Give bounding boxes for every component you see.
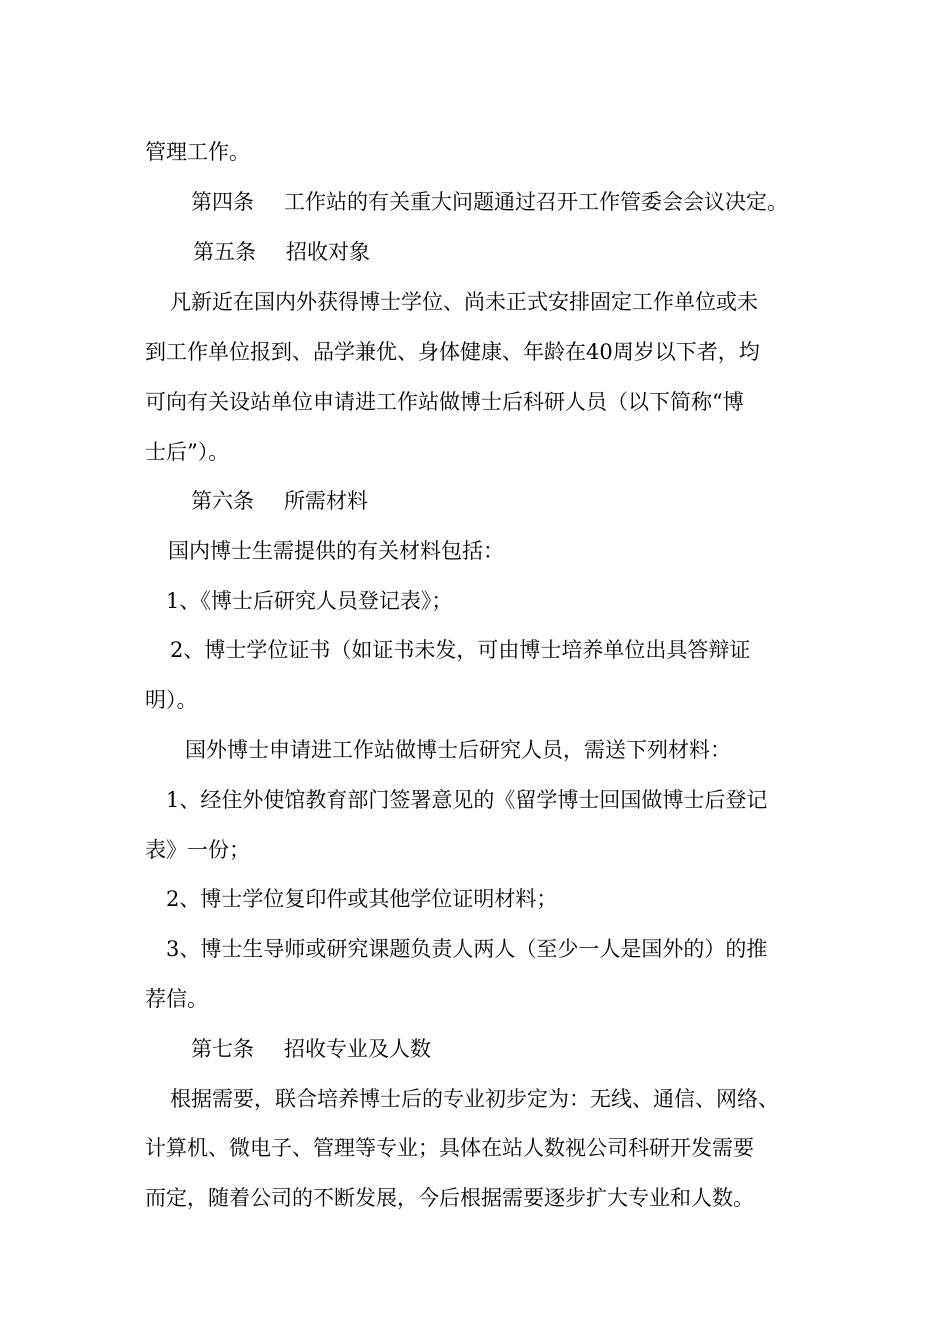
article-5-label: 第五条 xyxy=(193,240,256,264)
domestic-item-2-line: 明）。 xyxy=(145,688,198,712)
foreign-intro: 国外博士申请进工作站做博士后研究人员，需送下列材料： xyxy=(185,738,731,762)
article-6-heading xyxy=(191,487,368,515)
article-7-title: 招收专业及人数 xyxy=(284,1037,431,1061)
foreign-item-1-line: 1、经住外使馆教育部门签署意见的《留学博士回国做博士后登记 xyxy=(166,788,768,812)
article-4 xyxy=(191,188,788,216)
foreign-item-1-line: 表》一份； xyxy=(145,838,250,862)
article-4-label: 第四条 xyxy=(191,190,254,214)
domestic-item-2-line: 2、博士学位证书（如证书未发，可由博士培养单位出具答辩证 xyxy=(170,638,751,662)
domestic-intro: 国内博士生需提供的有关材料包括： xyxy=(168,539,504,563)
recruit-text-line: 到工作单位报到、品学兼优、身体健康、年龄在40周岁以下者，均 xyxy=(145,340,760,364)
foreign-item-2: 2、博士学位复印件或其他学位证明材料； xyxy=(166,887,558,911)
continuation-text: 管理工作。 xyxy=(145,140,250,164)
article-7-heading xyxy=(191,1035,431,1063)
domestic-item-1: 1、《博士后研究人员登记表》； xyxy=(166,589,453,613)
article-7-label: 第七条 xyxy=(191,1037,254,1061)
article-5-title: 招收对象 xyxy=(286,240,370,264)
article-4-text: 工作站的有关重大问题通过召开工作管委会会议决定。 xyxy=(284,190,788,214)
majors-text-line: 计算机、微电子、管理等专业；具体在站人数视公司科研开发需要 xyxy=(145,1136,754,1160)
foreign-item-3-line: 3、博士生导师或研究课题负责人两人（至少一人是国外的）的推 xyxy=(166,937,768,961)
majors-text-line: 根据需要，联合培养博士后的专业初步定为：无线、通信、网络、 xyxy=(170,1087,779,1111)
recruit-text-line: 士后”）。 xyxy=(145,440,230,464)
article-5-heading xyxy=(193,238,370,266)
recruit-text-line: 凡新近在国内外获得博士学位、尚未正式安排固定工作单位或未 xyxy=(170,290,758,314)
foreign-item-3-line: 荐信。 xyxy=(145,987,208,1011)
article-6-label: 第六条 xyxy=(191,489,254,513)
recruit-text-line: 可向有关设站单位申请进工作站做博士后科研人员（以下简称“博 xyxy=(145,390,744,414)
majors-text-line: 而定，随着公司的不断发展，今后根据需要逐步扩大专业和人数。 xyxy=(145,1186,754,1210)
article-6-title: 所需材料 xyxy=(284,489,368,513)
